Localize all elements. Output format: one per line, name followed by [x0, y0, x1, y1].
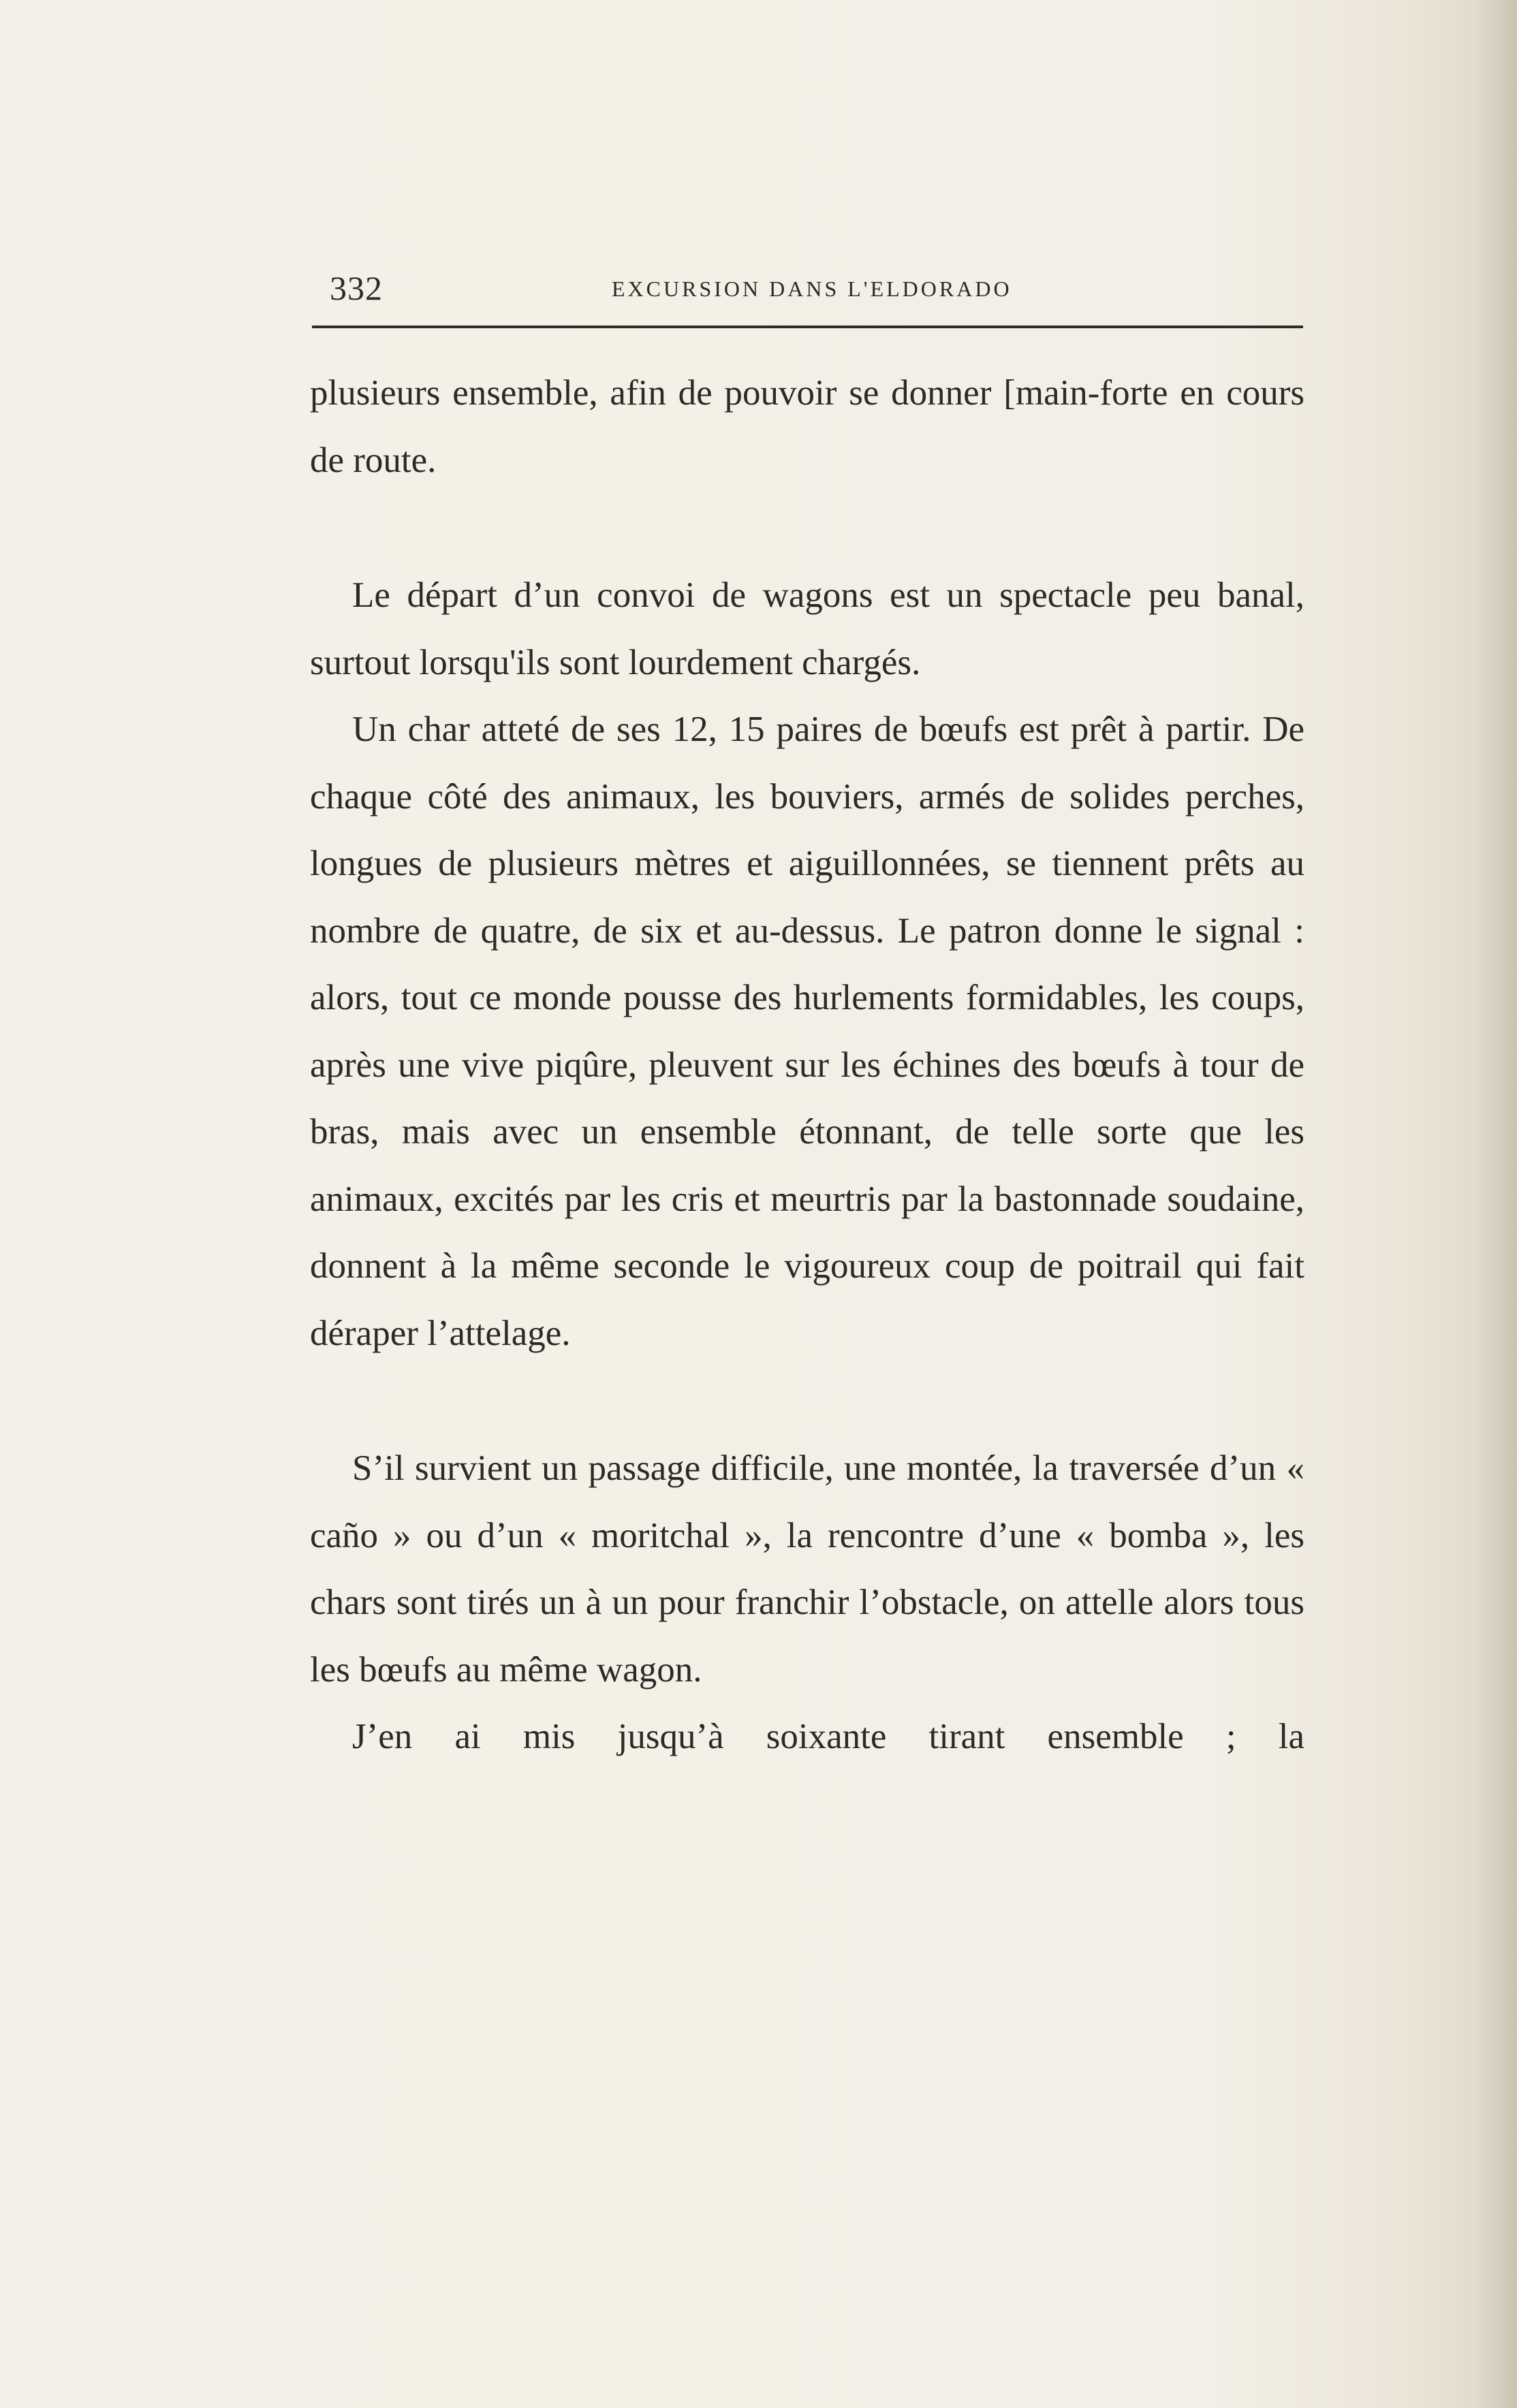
- paragraph: Le départ d’un convoi de wagons est un spectacle peu banal, surtout lorsqu'ils sont lourdement chargés.: [310, 575, 1304, 682]
- paragraph-continues: J’en ai mis jusqu’à soixante tirant ensemble ; la: [352, 1717, 1304, 1756]
- page-header: [312, 262, 1303, 316]
- paragraph: S’il survient un passage difficile, une montée, la traversée d’un « caño » ou d’un « moritchal », la rencontre d’une « bomba », les chars sont tirés un à un pour franchir l’obstacle, on attelle alors tous les bœufs au même wagon.: [310, 1448, 1304, 1690]
- paragraph-continued: plusieurs ensemble, afin de pouvoir se donner [main-forte en cours de route.: [310, 373, 1304, 480]
- page-number: 332: [330, 269, 383, 307]
- page-edge-shadow: [1476, 0, 1517, 2408]
- header-rule: [312, 326, 1303, 328]
- paragraph: Un char atteté de ses 12, 15 paires de bœufs est prêt à partir. De chaque côté des animaux, les bouviers, armés de solides perches, longues de plusieurs mètres et aiguillonnées, se tiennent prêts au nombre de quatre, de six et au-dessus. Le patron donne le signal : alors, tout ce monde pousse des hurlements formidables, les coups, après une vive piqûre, pleuvent sur les échines des bœufs à tour de bras, mais avec un ensemble étonnant, de telle sorte que les animaux, excités par les cris et meurtris par la bastonnade soudaine, donnent à la même seconde le vigoureux coup de poitrail qui fait déraper l’attelage.: [310, 710, 1304, 1353]
- running-title: EXCURSION DANS L'ELDORADO: [612, 276, 1012, 301]
- body-text: [310, 360, 1304, 1771]
